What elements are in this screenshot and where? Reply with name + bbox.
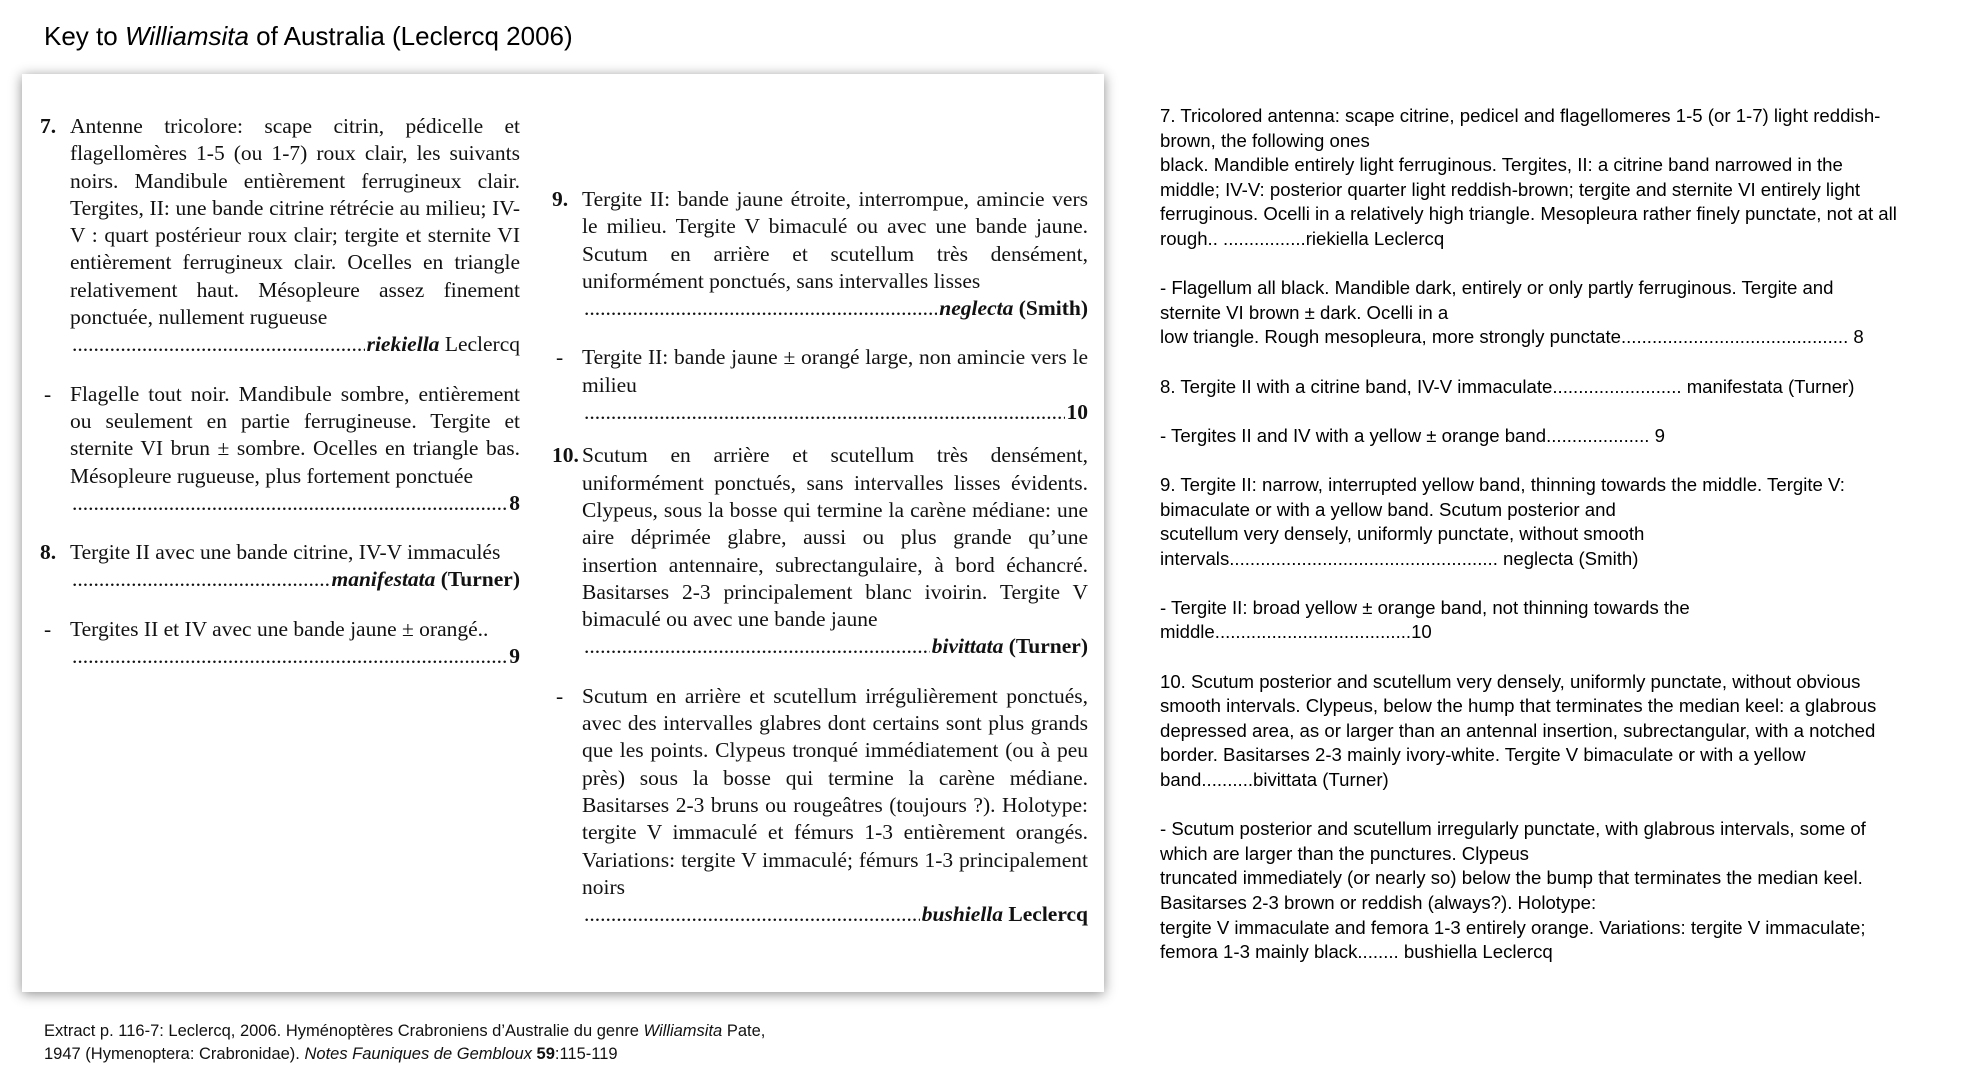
taxon-name: bushiella [921,902,1004,927]
translation-line: - Tergite II: broad yellow ± orange band, not thinning towards the [1160,596,1690,618]
translation-line: 9. Tergite II: narrow, interrupted yellow band, thinning towards the middle. Tergite V: [1160,473,1845,495]
translation-paragraph [1160,670,1950,793]
translation-line: black. Mandible entirely light ferruginous. Tergites, II: a citrine band narrowed in the [1160,154,1843,176]
translation-paragraph [1160,375,1950,400]
translation-paragraph [1160,424,1950,449]
translation-line: ferruginous. Ocelli in a relatively high triangle. Mesopleura rather finely punctate, not at all [1160,203,1897,225]
french-column-right [552,186,1088,928]
translation-line: - Tergites II and IV with a yellow ± orange band.................... 9 [1160,424,1665,446]
translation-line: smooth intervals. Clypeus, below the hump that terminates the median keel: a glabrous [1160,695,1877,717]
translation-paragraph [1160,104,1950,252]
translation-line: band..........bivittata (Turner) [1160,769,1389,791]
couplet-8: 8. Tergite II avec une bande citrine, IV-V immaculés ..... manifestata (Turner) [40,539,520,594]
translation-line: bimaculate or with a yellow band. Scutum posterior and [1160,498,1616,520]
translation-line: scutellum very densely, uniformly punctate, without smooth [1160,523,1645,545]
couplet-10-alt: - Scutum en arrière et scutellum irrégulièrement ponctués, avec des intervalles glabres dont certains sont plus grands que les points. Clypeus tronqué immédiatement (ou à peu près) sous la bosse qui termine la carène médiane. Basitarses 2-3 bruns ou rougeâtres (toujours ?). Holotype: tergite V immaculé et fémurs 1-3 entièrement orangés. Variations: tergite V immaculé; fémurs 1-3 principalement noirs ..... bushiella Leclercq [552,683,1088,929]
translation-line: which are larger than the punctures. Clypeus [1160,842,1529,864]
translation-line: tergite V immaculate and femora 1-3 entirely orange. Variations: tergite V immaculate; [1160,916,1866,938]
couplet-8-alt: - Tergites II et IV avec une bande jaune ± orangé.. ..... 9 [40,616,520,671]
translation-line: femora 1-3 mainly black........ bushiella Leclercq [1160,941,1553,963]
citation-line-1: Extract p. 116-7: Leclercq, 2006. Hyménoptères Crabroniens d’Australie du genre Williamsita Pate, [44,1022,766,1040]
translation-line: middle; IV-V: posterior quarter light reddish-brown; tergite and sternite VI entirely light [1160,178,1861,200]
french-column-left [40,113,520,670]
couplet-7: 7. Antenne tricolore: scape citrin, pédicelle et flagellomères 1-5 (ou 1-7) roux clair, les suivants noirs. Mandibule entièrement ferrugineux clair. Tergites, II: une bande citrine rétrécie au milieu; IV-V : quart postérieur roux clair; tergite et sternite VI entièrement ferrugineux clair. Ocelles en triangle relativement haut. Mésopleure assez finement ponctuée, nullement rugueuse ..... riekiella Leclercq [40,113,520,359]
english-translation [1160,104,1950,989]
translation-line: rough.. ................riekiella Leclercq [1160,227,1445,249]
translation-line: border. Basitarses 2-3 mainly ivory-white. Tergite V bimaculate or with a yellow [1160,744,1806,766]
translation-line: 10. Scutum posterior and scutellum very densely, uniformly punctate, without obvious [1160,670,1861,692]
couplet-text: Antenne tricolore: scape citrin, pédicelle et flagellomères 1-5 (ou 1-7) roux clair, les suivants noirs. Mandibule entièrement ferrugineux clair. Tergites, II: une bande citrine rétrécie au milieu; IV-V : quart postérieur roux clair; tergite et sternite VI entièrement ferrugineux clair. Ocelles en triangle relativement haut. Mésopleure assez finement ponctuée, nullement rugueuse [70,114,520,330]
translation-line: intervals.................................................... neglecta (Smith) [1160,547,1639,569]
translation-paragraph [1160,276,1950,350]
couplet-result: ..... riekiella Leclercq [70,331,520,358]
translation-line: middle......................................10 [1160,621,1432,643]
page-title: Key to Williamsita of Australia (Leclercq 2006) [44,21,573,51]
translation-line: Basitarses 2-3 brown or reddish (always?). Holotype: [1160,892,1597,913]
translation-paragraph [1160,473,1950,571]
taxon-name: neglecta [939,296,1014,321]
goto-number: 10 [1066,400,1088,425]
citation-line-2: 1947 (Hymenoptera: Crabronidae). Notes Fauniques de Gembloux 59:115-119 [44,1045,618,1063]
translation-line: 7. Tricolored antenna: scape citrine, pedicel and flagellomeres 1-5 (or 1-7) light reddish- [1160,105,1881,126]
goto-number: 8 [509,490,520,515]
translation-line: low triangle. Rough mesopleura, more strongly punctate............................................ 8 [1160,326,1864,348]
translation-line: truncated immediately (or nearly so) below the bump that terminates the median keel. [1160,867,1863,889]
translation-paragraph [1160,596,1950,645]
translation-line: brown, the following ones [1160,129,1370,151]
translation-line: 8. Tergite II with a citrine band, IV-V immaculate......................... manifestata (Turner) [1160,375,1855,397]
taxon-name: bivittata [931,634,1004,659]
couplet-9-alt: - Tergite II: bande jaune ± orangé large, non amincie vers le milieu ..... 10 [552,344,1088,426]
taxon-name: riekiella [366,332,440,357]
couplet-9: 9. Tergite II: bande jaune étroite, interrompue, amincie vers le milieu. Tergite V bimaculé ou avec une bande jaune. Scutum en arrière et scutellum très densément, uniformément ponctués, sans intervalles lisses ..... neglecta (Smith) [552,186,1088,322]
couplet-7-alt: - Flagelle tout noir. Mandibule sombre, entièrement ou seulement en partie ferrugineuse. Tergite et sternite VI brun ± sombre. Ocelles en triangle bas. Mésopleure rugueuse, plus fortement ponctuée ..... 8 [40,381,520,517]
taxon-name: manifestata [331,567,436,592]
scanned-key-page [22,74,1104,992]
translation-line: - Flagellum all black. Mandible dark, entirely or only partly ferruginous. Tergite and [1160,277,1834,299]
translation-paragraph [1160,817,1950,965]
couplet-10: 10. Scutum en arrière et scutellum très densément, uniformément ponctués, sans intervalles lisses évidents. Clypeus, sous la bosse qui termine la carène médiane: une aire déprimée glabre, aussi ou plus grande qu’une insertion antennaire, subrectangulaire, à bord échancré. Basitarses 2-3 principalement blanc ivoirin. Tergite V bimaculé ou avec une bande jaune ..... bivittata (Turner) [552,442,1088,660]
citation [44,1020,765,1066]
translation-line: - Scutum posterior and scutellum irregularly punctate, with glabrous intervals, some of [1160,818,1866,840]
goto-number: 9 [509,644,520,669]
translation-line: sternite VI brown ± dark. Ocelli in a [1160,301,1449,323]
translation-line: depressed area, as or larger than an antennal insertion, subrectangular, with a notched [1160,719,1876,741]
